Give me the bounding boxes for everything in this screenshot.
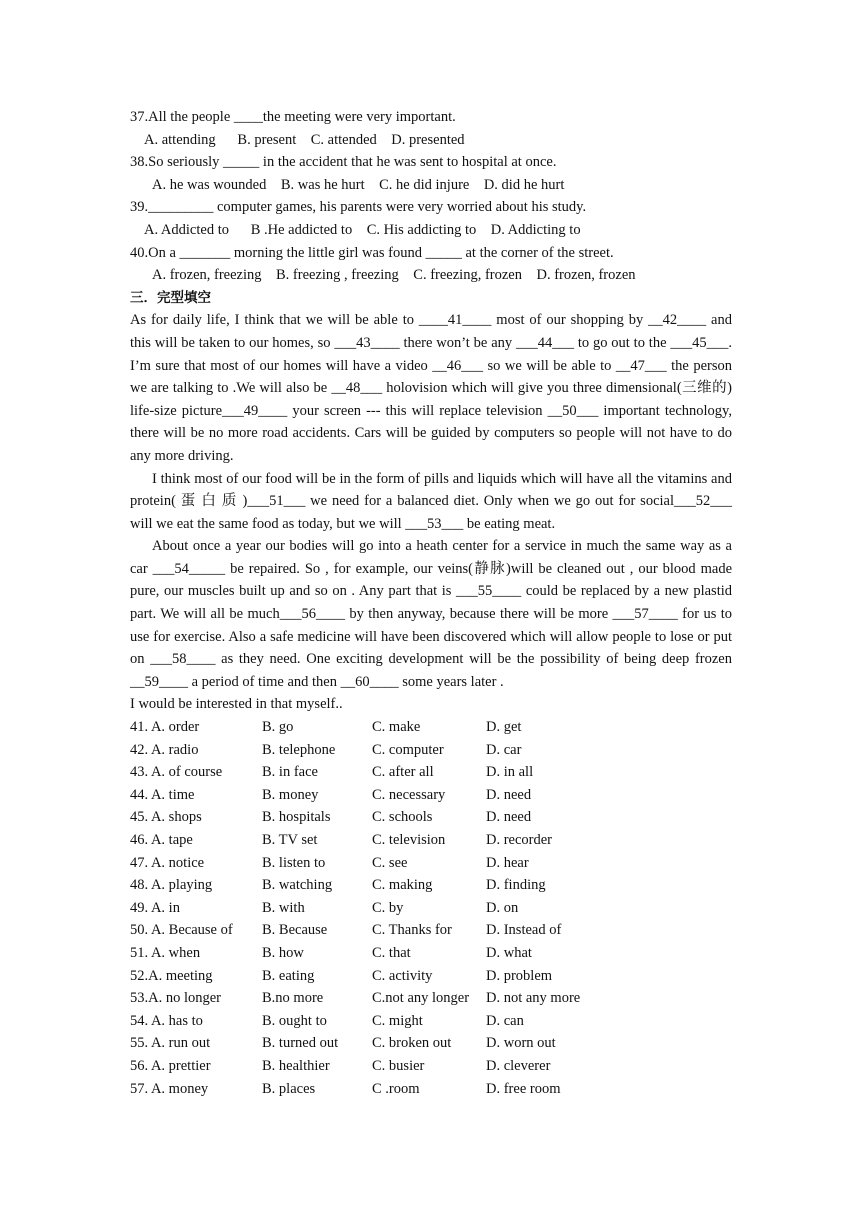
choice-option: D. finding xyxy=(486,877,546,894)
choice-option: 46. A. tape xyxy=(130,832,193,848)
choice-option: B. healthier xyxy=(262,1057,330,1074)
choice-option: C. after all xyxy=(372,764,434,781)
choice-option: 47. A. notice xyxy=(130,854,205,871)
choice-option: C. busier xyxy=(372,1057,425,1074)
choice-option: 42. A. radio xyxy=(130,741,199,758)
choice-option: D. problem xyxy=(486,967,553,984)
choice-option: C. making xyxy=(372,877,433,894)
choice-option: C. broken out xyxy=(372,1035,452,1052)
choice-row xyxy=(130,852,732,875)
question-options: A. attending B. present C. attended D. presented xyxy=(144,131,465,148)
choice-option: D. on xyxy=(486,899,519,916)
document-page xyxy=(130,106,732,1100)
choice-option: B. TV set xyxy=(262,832,318,848)
choice-option: D. cleverer xyxy=(486,1057,551,1074)
choice-option: D. car xyxy=(486,741,522,758)
choice-option: C. that xyxy=(372,944,411,961)
choice-row xyxy=(130,784,732,807)
choice-option: C. see xyxy=(372,854,408,871)
choice-option: 50. A. Because of xyxy=(130,922,233,939)
choice-row xyxy=(130,1010,732,1033)
choice-option: C. computer xyxy=(372,741,444,758)
section-title: 三．完型填空 xyxy=(130,289,211,306)
question-38 xyxy=(130,151,732,196)
answer-choices xyxy=(130,716,732,1100)
choice-row xyxy=(130,829,732,852)
passage-paragraph: I think most of our food will be in the form of pills and liquids which will have all the vitamins and protein( 蛋 白 质 )___51___ we need for a balanced diet. Only when we go out for social___52___ will we eat the same food as today, but we will ___53___ be eating meat. xyxy=(130,470,732,532)
choice-option: B. turned out xyxy=(262,1035,339,1052)
choice-row xyxy=(130,806,732,829)
choice-option: 52.A. meeting xyxy=(130,967,213,984)
choice-option: B. Because xyxy=(262,922,328,939)
question-stem: 37.All the people ____the meeting were very important. xyxy=(130,109,456,125)
choice-option: C. by xyxy=(372,899,404,916)
choice-row xyxy=(130,942,732,965)
choice-option: D. recorder xyxy=(486,832,553,848)
choice-option: D. get xyxy=(486,719,522,736)
choice-option: B. hospitals xyxy=(262,809,331,826)
choice-row xyxy=(130,761,732,784)
choice-option: B. with xyxy=(262,899,305,916)
choice-option: D. in all xyxy=(486,764,534,781)
choice-option: B. how xyxy=(262,944,304,961)
choice-row xyxy=(130,739,732,762)
passage-closing: I would be interested in that myself.. xyxy=(130,696,343,713)
choice-option: B. eating xyxy=(262,967,315,984)
choice-option: B. ought to xyxy=(262,1012,327,1029)
choice-row xyxy=(130,1055,732,1078)
choice-option: 56. A. prettier xyxy=(130,1057,211,1074)
choice-option: D. need xyxy=(486,786,532,803)
choice-option: 54. A. has to xyxy=(130,1012,203,1029)
question-stem: 38.So seriously _____ in the accident that he was sent to hospital at once. xyxy=(130,154,557,171)
choice-option: 44. A. time xyxy=(130,786,195,803)
choice-option: B.no more xyxy=(262,990,324,1007)
question-options: A. frozen, freezing B. freezing , freezing C. freezing, frozen D. frozen, frozen xyxy=(152,267,636,284)
question-options: A. Addicted to B .He addicted to C. His addicting to D. Addicting to xyxy=(144,221,581,238)
question-37 xyxy=(130,106,732,151)
choice-option: 51. A. when xyxy=(130,944,201,961)
choice-option: B. go xyxy=(262,719,294,736)
choice-option: 57. A. money xyxy=(130,1080,209,1097)
choice-option: B. places xyxy=(262,1080,316,1097)
choice-option: B. in face xyxy=(262,764,318,781)
choice-option: D. not any more xyxy=(486,990,581,1007)
choice-option: D. free room xyxy=(486,1080,561,1097)
choice-option: D. what xyxy=(486,944,532,961)
choice-option: C. activity xyxy=(372,967,433,984)
choice-option: C. make xyxy=(372,719,421,736)
choice-option: C. Thanks for xyxy=(372,922,452,939)
choice-option: 45. A. shops xyxy=(130,809,202,826)
choice-option: 53.A. no longer xyxy=(130,990,222,1007)
question-stem: 40.On a _______ morning the little girl was found _____ at the corner of the street. xyxy=(130,244,614,261)
choice-option: 48. A. playing xyxy=(130,877,213,894)
choice-row xyxy=(130,874,732,897)
question-39 xyxy=(130,196,732,241)
choice-option: D. Instead of xyxy=(486,922,562,939)
choice-option: D. need xyxy=(486,809,532,826)
choice-option: C .room xyxy=(372,1080,420,1097)
passage-paragraph: About once a year our bodies will go into a heath center for a service in much the same way as a car ___54_____ be repaired. So , for example, our veins(静脉)will be cleaned out , our blood made pure, our muscles built up and so on . Any part that is ___55____ could be replaced by a new plastid part. We will all be much___56____ by then anyway, because there will be more ___57____ for us to use for exercise. Also a safe medicine will have been discovered which will allow people to lose or put on ___58____ as they need. One exciting development will be the possibility of being deep frozen __59____ a period of time and then __60____ some years later . xyxy=(130,538,732,690)
choice-option: 55. A. run out xyxy=(130,1035,211,1052)
choice-option: D. can xyxy=(486,1012,524,1029)
choice-row xyxy=(130,919,732,942)
choice-option: B. listen to xyxy=(262,854,326,871)
choice-row xyxy=(130,987,732,1010)
choice-option: C. might xyxy=(372,1012,423,1029)
choice-option: 49. A. in xyxy=(130,899,180,916)
choice-option: C. necessary xyxy=(372,786,446,803)
question-stem: 39._________ computer games, his parents were very worried about his study. xyxy=(130,199,587,216)
choice-row xyxy=(130,716,732,739)
choice-row xyxy=(130,965,732,988)
choice-option: C. television xyxy=(372,832,446,848)
choice-option: 41. A. order xyxy=(130,719,200,736)
question-40 xyxy=(130,242,732,287)
choice-option: B. telephone xyxy=(262,741,336,758)
cloze-passage xyxy=(130,309,732,693)
choice-row xyxy=(130,1032,732,1055)
choice-row xyxy=(130,1078,732,1101)
choice-option: 43. A. of course xyxy=(130,764,223,781)
choice-option: B. money xyxy=(262,786,319,803)
question-options: A. he was wounded B. was he hurt C. he did injure D. did he hurt xyxy=(152,176,565,193)
choice-option: C. schools xyxy=(372,809,433,826)
passage-paragraph: As for daily life, I think that we will be able to ____41____ most of our shopping by __42____ and this will be taken to our homes, so ___43____ there won’t be any ___44___ to go out to the ___45___. I’m sure that most of our homes will have a video __46___ so we will be able to __47___ the person we are talking to .We will also be __48___ holovision which will give you three dimensional(三维的) life-size picture___49____ your screen --- this will replace television __50___ important technology, there will be no more road accidents. Cars will be guided by computers so people will not have to do any more driving. xyxy=(130,312,732,464)
choice-option: B. watching xyxy=(262,877,333,894)
choice-option: D. worn out xyxy=(486,1035,556,1052)
choice-option: C.not any longer xyxy=(372,990,470,1007)
choice-row xyxy=(130,897,732,920)
choice-option: D. hear xyxy=(486,854,529,871)
